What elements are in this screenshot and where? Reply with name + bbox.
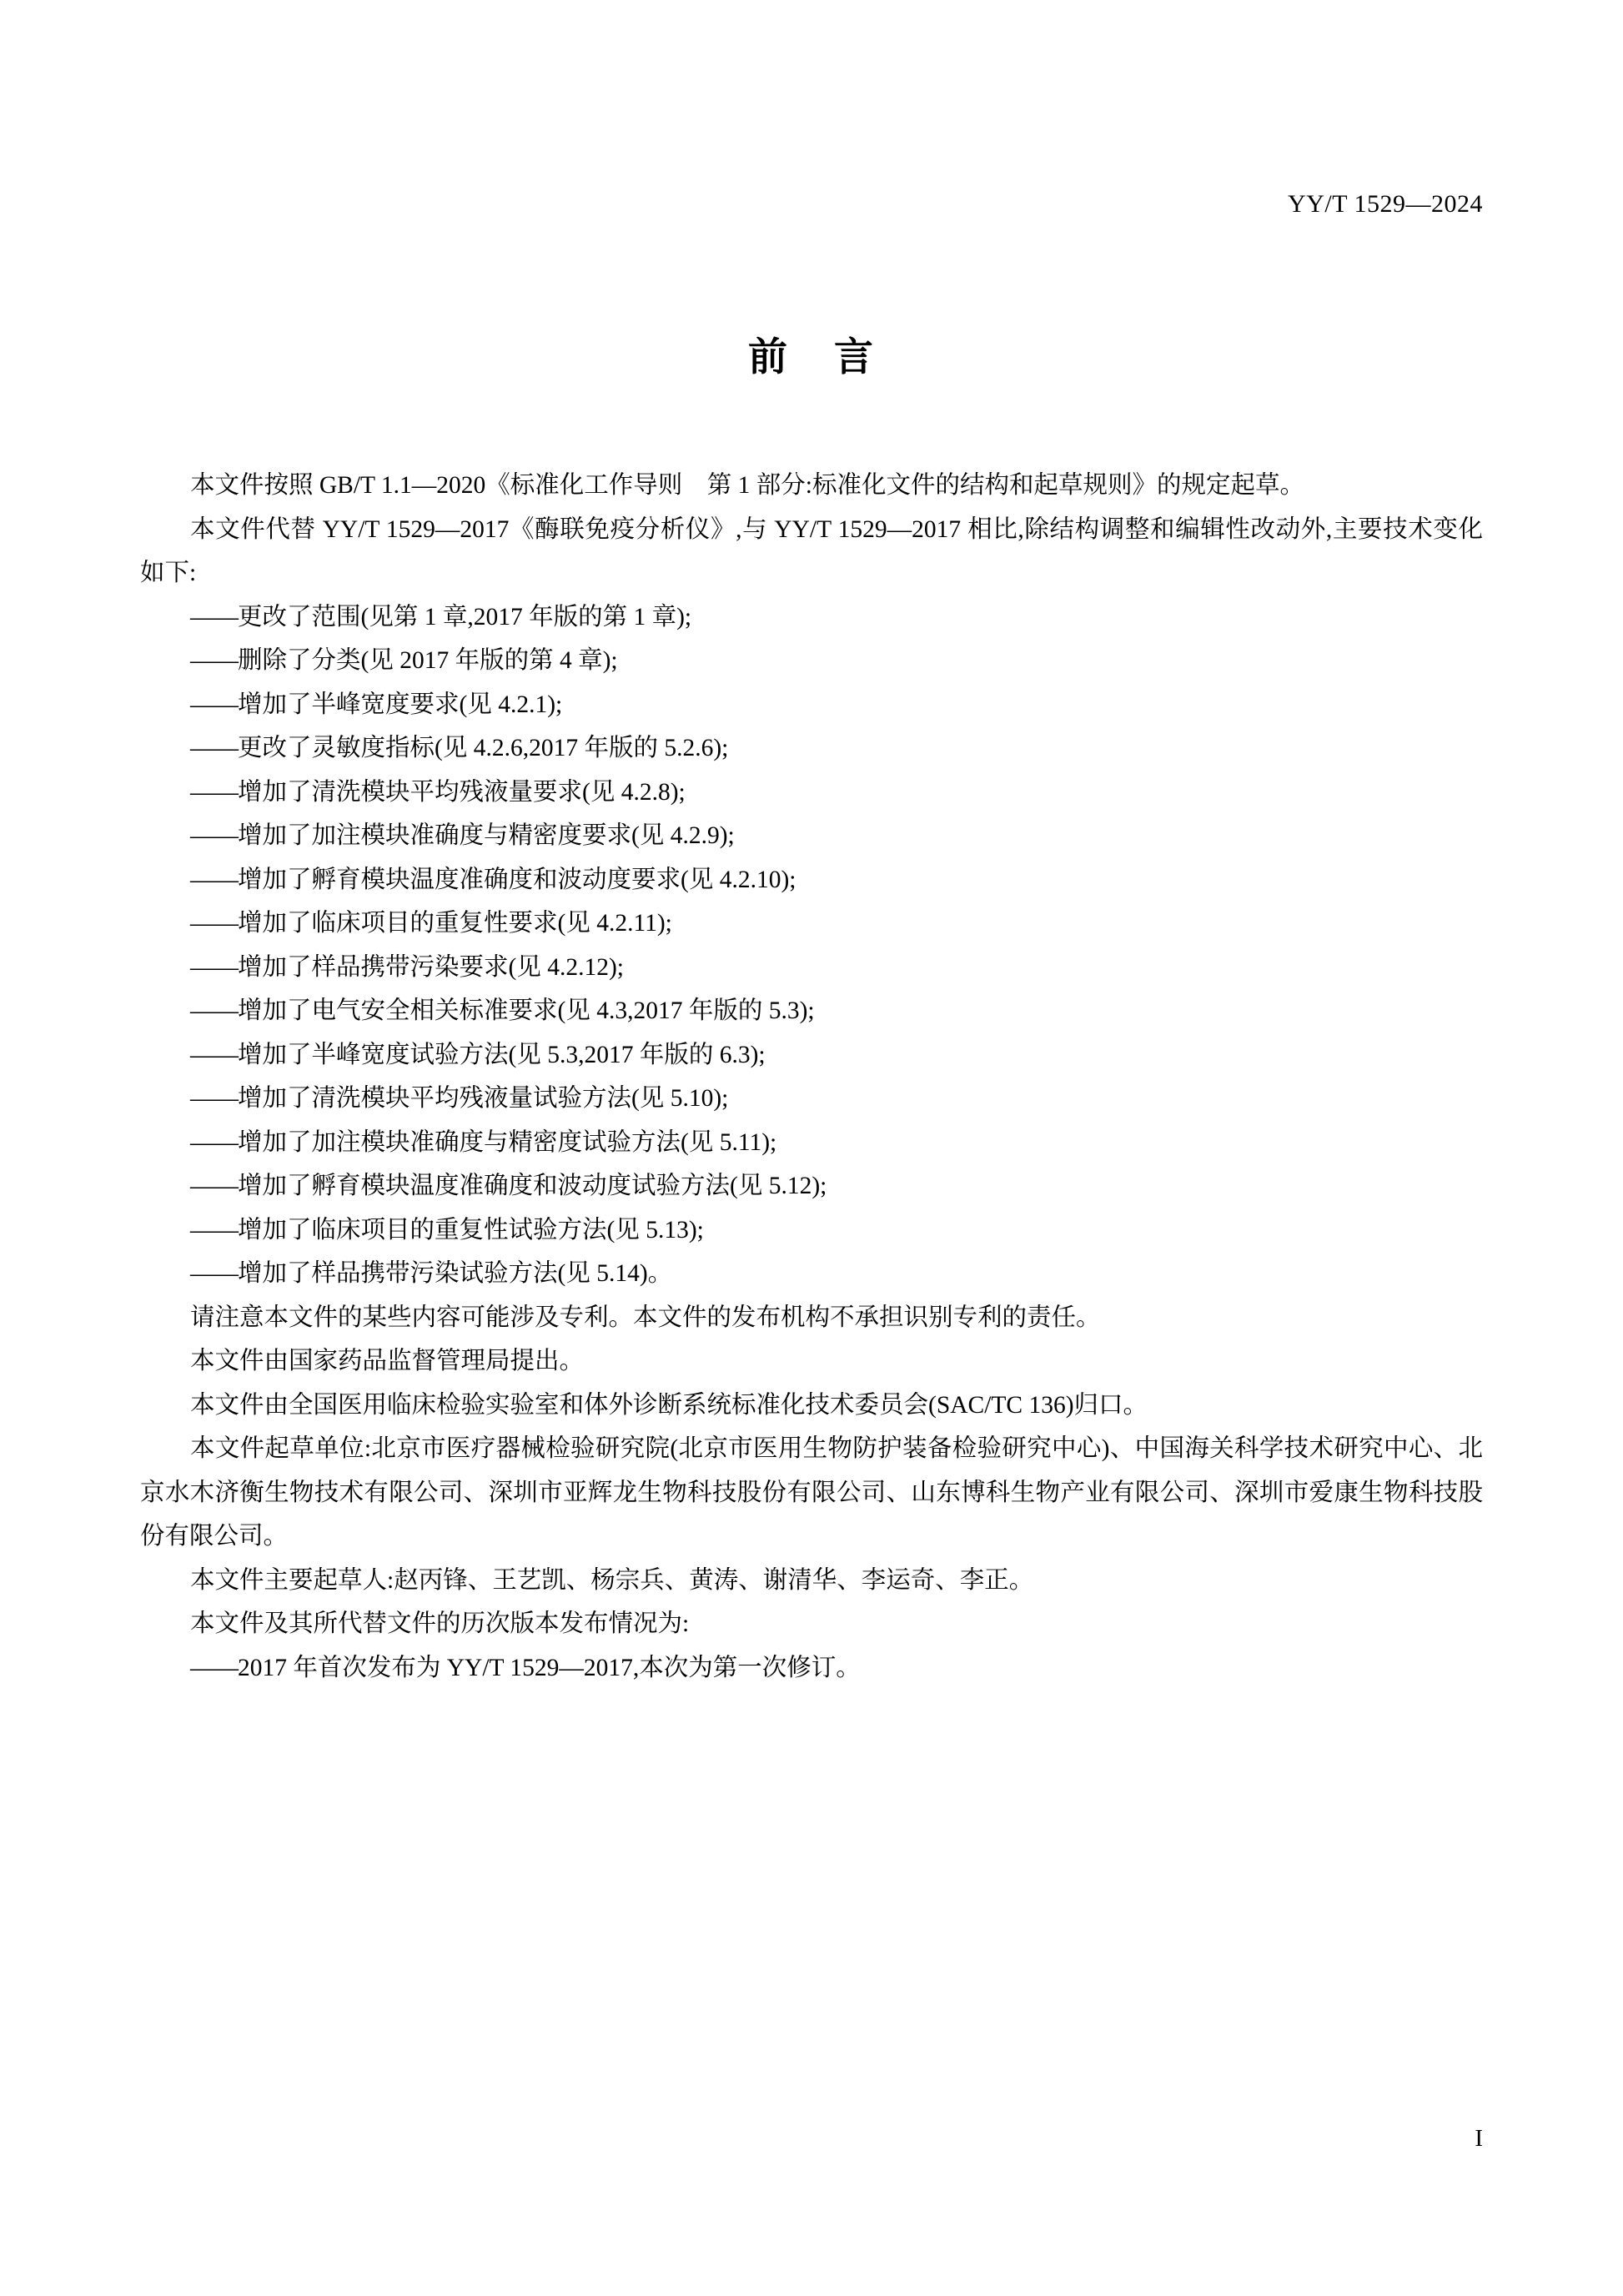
list-item-text: 更改了灵敏度指标(见 4.2.6,2017 年版的 5.2.6); [238, 735, 729, 761]
foreword-body [140, 464, 1483, 1690]
list-item-text: 增加了孵育模块温度准确度和波动度试验方法(见 5.12); [238, 1173, 827, 1199]
list-item [140, 1252, 1483, 1296]
em-dash-marker: —— [190, 822, 238, 849]
list-item [140, 1033, 1483, 1078]
em-dash-marker: —— [190, 866, 238, 893]
paragraph-technical-committee: 本文件由全国医用临床检验实验室和体外诊断系统标准化技术委员会(SAC/TC 136)归口。 [190, 1391, 1148, 1419]
paragraph-drafting-units: 本文件起草单位:北京市医疗器械检验研究院(北京市医用生物防护装备检验研究中心)、中国海关科学技术研究中心、北京水木济衡生物技术有限公司、深圳市亚辉龙生物科技股份有限公司、山东博科生物产业有限公司、深圳市爱康生物科技股份有限公司。 [140, 1435, 1483, 1550]
em-dash-marker: —— [190, 1173, 238, 1199]
paragraph-drafting-basis: 本文件按照 GB/T 1.1—2020《标准化工作导则 第 1 部分:标准化文件的结构和起草规则》的规定起草。 [190, 472, 1304, 499]
em-dash-marker: —— [190, 647, 238, 674]
list-item-text: 增加了清洗模块平均残液量要求(见 4.2.8); [238, 778, 686, 806]
em-dash-marker: —— [190, 1085, 238, 1112]
list-item [140, 1646, 1483, 1691]
paragraph-patent-notice: 请注意本文件的某些内容可能涉及专利。本文件的发布机构不承担识别专利的责任。 [190, 1304, 1101, 1331]
page-number [0, 2125, 1483, 2153]
list-item [140, 902, 1483, 946]
standard-number: YY/T 1529—2024 [1288, 190, 1483, 218]
list-item-text: 增加了样品携带污染要求(见 4.2.12); [238, 953, 624, 981]
em-dash-marker: —— [190, 910, 238, 937]
em-dash-marker: —— [190, 778, 238, 806]
version-history-list [140, 1646, 1483, 1691]
em-dash-marker: —— [190, 603, 238, 631]
page-title-char-2: 言 [834, 334, 875, 380]
em-dash-marker: —— [190, 1041, 238, 1068]
list-item-text: 增加了临床项目的重复性试验方法(见 5.13); [238, 1216, 704, 1243]
page-title-char-1: 前 [748, 334, 789, 380]
list-item [140, 1164, 1483, 1208]
em-dash-marker: —— [190, 735, 238, 761]
paragraph-version-history-intro: 本文件及其所代替文件的历次版本发布情况为: [190, 1610, 690, 1637]
running-header [0, 190, 1483, 219]
list-item [140, 1077, 1483, 1121]
list-item [140, 726, 1483, 771]
list-item-text: 增加了半峰宽度试验方法(见 5.3,2017 年版的 6.3); [238, 1041, 766, 1068]
em-dash-marker: —— [190, 691, 238, 718]
list-item [140, 946, 1483, 990]
em-dash-marker: —— [190, 953, 238, 981]
list-item-text: 增加了加注模块准确度与精密度试验方法(见 5.11); [238, 1128, 777, 1156]
list-item-text: 增加了临床项目的重复性要求(见 4.2.11); [238, 910, 672, 937]
list-item-text: 增加了孵育模块温度准确度和波动度要求(见 4.2.10); [238, 866, 796, 893]
list-item-text: 增加了加注模块准确度与精密度要求(见 4.2.9); [238, 822, 735, 849]
list-item [140, 639, 1483, 683]
em-dash-marker: —— [190, 1216, 238, 1243]
paragraph-proposing-authority: 本文件由国家药品监督管理局提出。 [190, 1348, 585, 1374]
list-item-text: 更改了范围(见第 1 章,2017 年版的第 1 章); [238, 603, 692, 631]
list-item-text: 增加了半峰宽度要求(见 4.2.1); [238, 691, 563, 718]
list-item [140, 814, 1483, 858]
list-item [140, 858, 1483, 902]
em-dash-marker: —— [190, 997, 238, 1024]
list-item [140, 683, 1483, 727]
em-dash-marker: —— [190, 1260, 238, 1287]
list-item [140, 771, 1483, 815]
list-item [140, 1208, 1483, 1253]
em-dash-marker: —— [190, 1654, 238, 1681]
list-item [140, 595, 1483, 640]
technical-changes-list [140, 595, 1483, 1296]
paragraph-principal-drafters: 本文件主要起草人:赵丙锋、王艺凯、杨宗兵、黄涛、谢清华、李运奇、李正。 [190, 1566, 1034, 1594]
list-item [140, 1121, 1483, 1165]
list-item-text: 增加了样品携带污染试验方法(见 5.14)。 [238, 1260, 673, 1287]
list-item-text: 2017 年首次发布为 YY/T 1529—2017,本次为第一次修订。 [238, 1654, 861, 1681]
list-item [140, 989, 1483, 1033]
em-dash-marker: —— [190, 1128, 238, 1156]
list-item-text: 增加了清洗模块平均残液量试验方法(见 5.10); [238, 1085, 729, 1112]
list-item-text: 增加了电气安全相关标准要求(见 4.3,2017 年版的 5.3); [238, 997, 815, 1024]
list-item-text: 删除了分类(见 2017 年版的第 4 章); [238, 647, 618, 674]
page-number-value: I [1475, 2125, 1483, 2152]
page-title [0, 326, 1623, 382]
paragraph-supersedes: 本文件代替 YY/T 1529—2017《酶联免疫分析仪》,与 YY/T 1529—2017 相比,除结构调整和编辑性改动外,主要技术变化如下: [140, 515, 1483, 586]
